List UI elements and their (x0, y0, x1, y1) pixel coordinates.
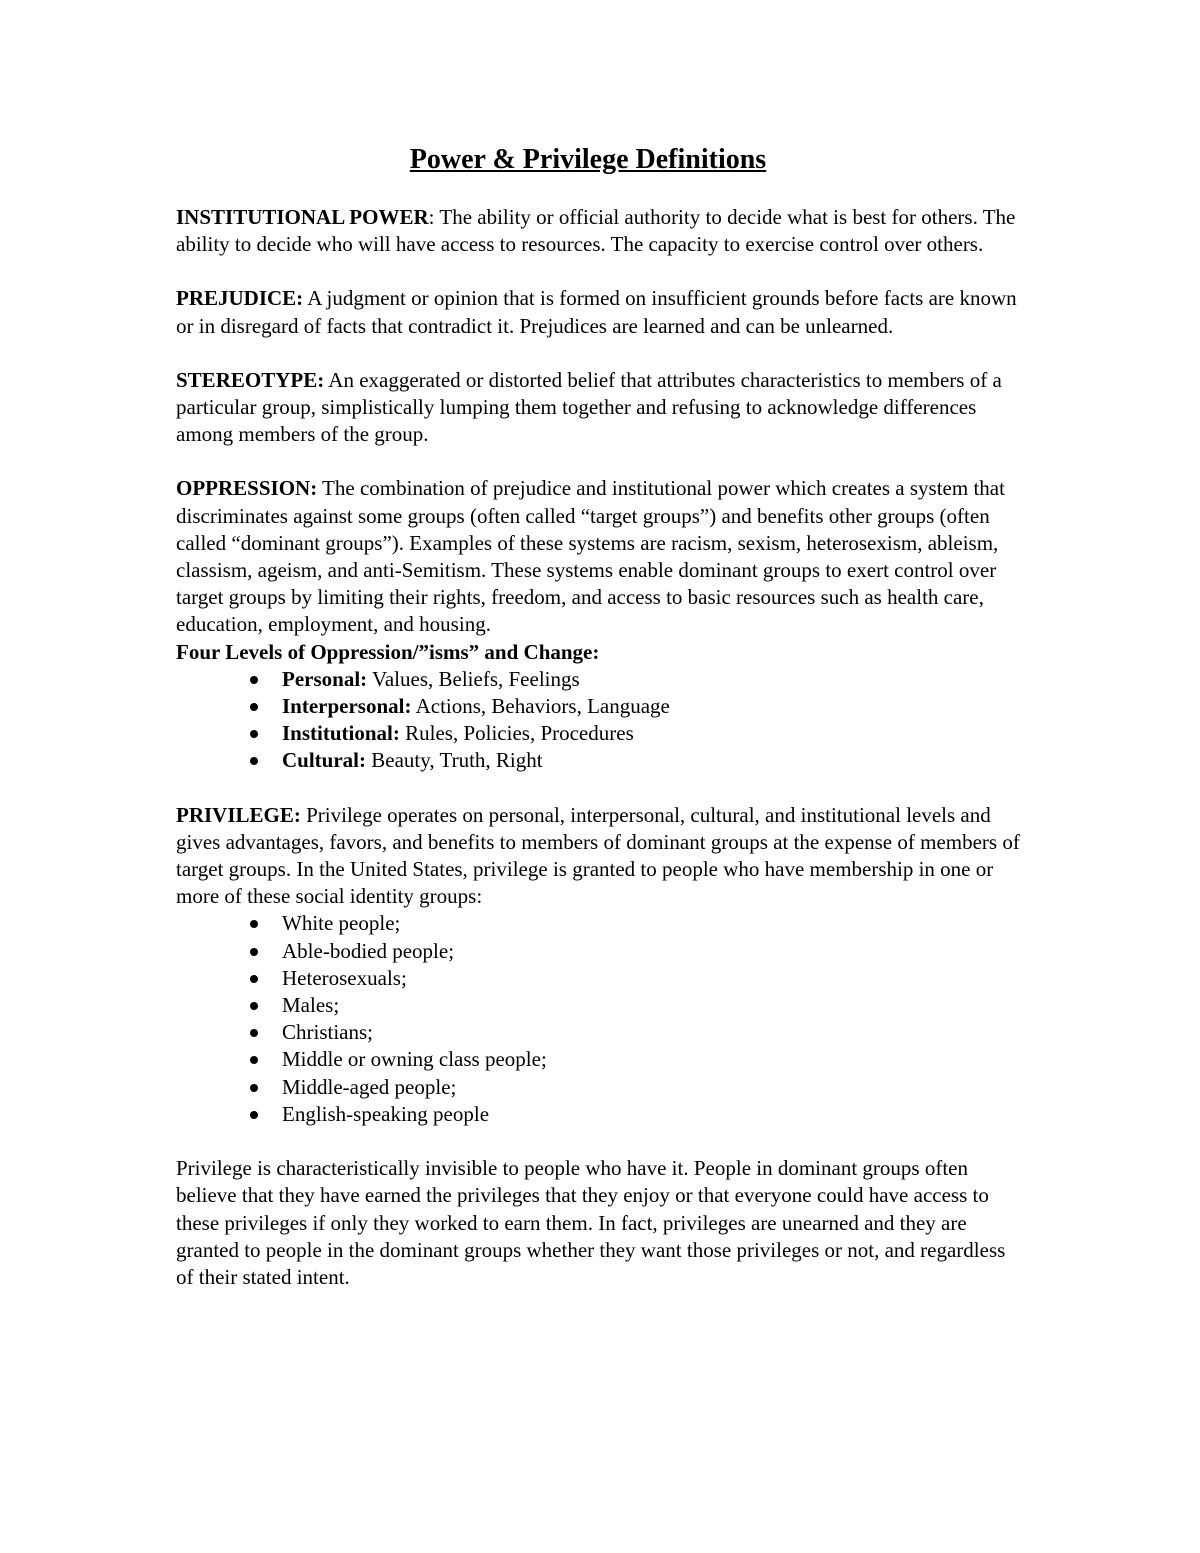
definition-prejudice (176, 285, 1026, 339)
definition-text: A judgment or opinion that is formed on insufficient grounds before facts are known or in disregard of facts that contradict it. Prejudices are learned and can be unlearned. (176, 286, 1017, 338)
document-page (176, 140, 1026, 1318)
page-title: Power & Privilege Definitions (409, 144, 767, 175)
bullet-icon (250, 975, 258, 983)
group-text: White people; (282, 911, 401, 936)
bullet-icon (250, 757, 258, 765)
definition-oppression (176, 475, 1026, 638)
closing-paragraph: Privilege is characteristically invisible to people who have it. People in dominant groups often believe that they have earned the privileges that they enjoy or that everyone could have access to these privileges if only they worked to earn them. In fact, privileges are unearned and they are granted to people in the dominant groups whether they want those privileges or not, and regardless of their stated intent. (176, 1156, 1006, 1289)
group-text: English-speaking people (282, 1101, 490, 1126)
list-item (176, 720, 1026, 747)
bullet-icon (250, 1002, 258, 1010)
list-item (176, 910, 1026, 937)
list-item (176, 992, 1026, 1019)
levels-list (176, 666, 1026, 775)
term-label: STEREOTYPE: (176, 367, 325, 392)
bullet-icon (250, 703, 258, 711)
group-text: Christians; (282, 1020, 374, 1045)
bullet-icon (250, 1111, 258, 1119)
list-item (176, 1046, 1026, 1073)
level-text: Actions, Behaviors, Language (411, 694, 670, 719)
list-item (176, 666, 1026, 693)
bullet-icon (250, 948, 258, 956)
definition-text: : The ability or official authority to decide what is best for others. The ability to decide who will have access to resources. The capacity to exercise control over others. (176, 205, 1016, 257)
level-label: Institutional: (282, 721, 400, 746)
level-label: Interpersonal: (282, 694, 412, 719)
group-text: Males; (282, 993, 340, 1018)
term-label: PREJUDICE: (176, 286, 304, 311)
group-text: Middle-aged people; (282, 1074, 457, 1099)
definition-text: Privilege operates on personal, interpersonal, cultural, and institutional levels and gives advantages, favors, and benefits to members of dominant groups at the expense of members of target groups. In the United States, privilege is granted to people who have membership in one or more of these social identity groups: (176, 802, 1020, 909)
list-item (176, 693, 1026, 720)
definition-stereotype (176, 367, 1026, 449)
list-item (176, 1074, 1026, 1101)
level-label: Personal: (282, 666, 368, 691)
levels-heading: Four Levels of Oppression/”isms” and Change: (176, 639, 600, 664)
list-item (176, 938, 1026, 965)
privileged-groups-list (176, 910, 1026, 1128)
level-text: Beauty, Truth, Right (366, 748, 543, 773)
definition-privilege (176, 802, 1026, 911)
bullet-icon (250, 1056, 258, 1064)
list-item (176, 965, 1026, 992)
term-label: PRIVILEGE: (176, 802, 301, 827)
definition-institutional-power (176, 204, 1026, 258)
level-label: Cultural: (282, 748, 366, 773)
bullet-icon (250, 676, 258, 684)
bullet-icon (250, 730, 258, 738)
level-text: Values, Beliefs, Feelings (367, 666, 580, 691)
term-label: INSTITUTIONAL POWER (176, 205, 429, 229)
definition-text: The combination of prejudice and institutional power which creates a system that discriminates against some groups (often called “target groups”) and benefits other groups (often called “dominant groups”). Examples of these systems are racism, sexism, heterosexism, ableism, classism, ageism, and anti-Semitism. These systems enable dominant groups to exert control over target groups by limiting their rights, freedom, and access to basic resources such as health care, education, employment, and housing. (176, 476, 1005, 637)
bullet-icon (250, 920, 258, 928)
group-text: Heterosexuals; (282, 965, 407, 990)
list-item (176, 1101, 1026, 1128)
list-item (176, 1019, 1026, 1046)
group-text: Able-bodied people; (282, 938, 455, 963)
term-label: OPPRESSION: (176, 476, 318, 501)
level-text: Rules, Policies, Procedures (399, 721, 634, 746)
list-item (176, 747, 1026, 774)
group-text: Middle or owning class people; (282, 1047, 547, 1072)
bullet-icon (250, 1029, 258, 1037)
bullet-icon (250, 1084, 258, 1092)
definition-text: An exaggerated or distorted belief that attributes characteristics to members of a particular group, simplistically lumping them together and refusing to acknowledge differences among members of the group. (176, 367, 1002, 447)
